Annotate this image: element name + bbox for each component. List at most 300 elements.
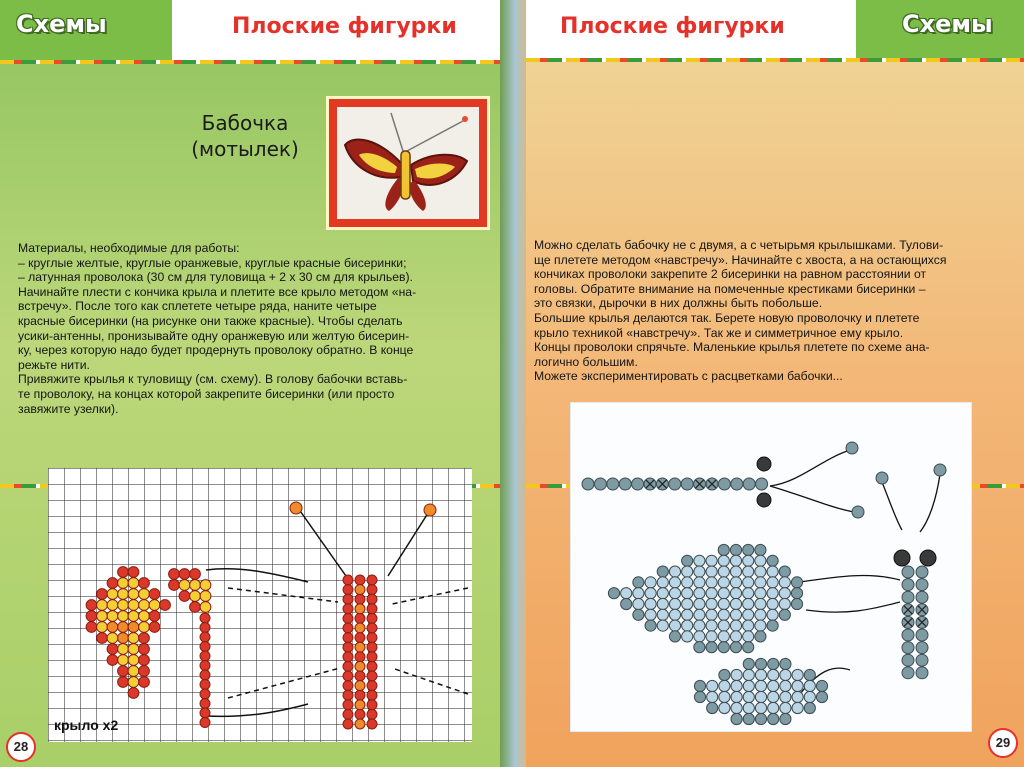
bead bbox=[367, 719, 377, 729]
bead bbox=[139, 611, 150, 622]
bead bbox=[743, 598, 754, 609]
bead bbox=[149, 600, 160, 611]
bead bbox=[343, 613, 353, 623]
bead bbox=[792, 691, 803, 702]
bead bbox=[779, 598, 790, 609]
bead bbox=[694, 620, 705, 631]
bead bbox=[343, 681, 353, 691]
bead bbox=[594, 478, 606, 490]
bead bbox=[355, 661, 365, 671]
bead bbox=[730, 609, 741, 620]
bead bbox=[755, 555, 766, 566]
text-line: Концы проволоки спрячьте. Маленькие крылья плетете по схеме ана- bbox=[534, 340, 930, 355]
bead bbox=[730, 544, 741, 555]
bead bbox=[190, 580, 201, 591]
bead bbox=[139, 622, 150, 633]
bead bbox=[139, 677, 150, 688]
bead bbox=[755, 691, 766, 702]
bead bbox=[916, 566, 928, 578]
bead bbox=[694, 555, 705, 566]
text-line: ще плетете методом «навстречу». Начинайте с хвоста, а на остающихся bbox=[534, 252, 947, 267]
bead bbox=[682, 631, 693, 642]
bead bbox=[367, 652, 377, 662]
bead bbox=[367, 690, 377, 700]
bead bbox=[779, 577, 790, 588]
title-line-2: (мотылек) bbox=[191, 137, 299, 161]
bead bbox=[706, 598, 717, 609]
bead bbox=[894, 550, 910, 566]
bead bbox=[160, 600, 171, 611]
bead bbox=[755, 631, 766, 642]
bead bbox=[743, 544, 754, 555]
bead bbox=[779, 609, 790, 620]
bead bbox=[139, 600, 150, 611]
bead bbox=[621, 598, 632, 609]
bead bbox=[780, 669, 791, 680]
bead bbox=[139, 655, 150, 666]
bead bbox=[743, 691, 754, 702]
bead bbox=[804, 680, 815, 691]
bead bbox=[718, 598, 729, 609]
bead bbox=[706, 555, 717, 566]
bead bbox=[743, 702, 754, 713]
bead bbox=[367, 604, 377, 614]
bead bbox=[767, 555, 778, 566]
bead bbox=[755, 669, 766, 680]
bead bbox=[718, 620, 729, 631]
bead bbox=[682, 588, 693, 599]
bead bbox=[779, 588, 790, 599]
bead bbox=[343, 661, 353, 671]
bead bbox=[767, 577, 778, 588]
bead bbox=[343, 700, 353, 710]
bead bbox=[730, 598, 741, 609]
bead bbox=[139, 578, 150, 589]
bead bbox=[355, 585, 365, 595]
bead bbox=[757, 457, 771, 471]
bead bbox=[718, 642, 729, 653]
bead bbox=[682, 598, 693, 609]
bead bbox=[355, 719, 365, 729]
bead bbox=[343, 633, 353, 643]
bead bbox=[730, 631, 741, 642]
bead bbox=[743, 642, 754, 653]
bead bbox=[367, 594, 377, 604]
bead bbox=[118, 589, 129, 600]
bead bbox=[780, 680, 791, 691]
bead bbox=[355, 700, 365, 710]
bead bbox=[743, 658, 754, 669]
bead bbox=[343, 709, 353, 719]
bead bbox=[876, 472, 888, 484]
text-line: Начинайте плести с кончика крыла и плетите все крыло методом «на- bbox=[18, 284, 417, 299]
bead bbox=[200, 670, 210, 680]
bead bbox=[718, 544, 729, 555]
bead bbox=[902, 591, 914, 603]
bead bbox=[706, 642, 717, 653]
bead bbox=[190, 602, 201, 613]
bead bbox=[657, 598, 668, 609]
bead bbox=[343, 575, 353, 585]
bead bbox=[355, 604, 365, 614]
bead bbox=[128, 633, 139, 644]
bead bbox=[657, 588, 668, 599]
bead bbox=[669, 588, 680, 599]
bead bbox=[128, 666, 139, 677]
bead bbox=[730, 588, 741, 599]
bead bbox=[816, 680, 827, 691]
bead bbox=[902, 629, 914, 641]
bead bbox=[767, 588, 778, 599]
bead bbox=[731, 691, 742, 702]
bead bbox=[128, 644, 139, 655]
bead bbox=[755, 577, 766, 588]
bead bbox=[916, 591, 928, 603]
bead bbox=[355, 681, 365, 691]
bead bbox=[200, 680, 210, 690]
bead bbox=[816, 691, 827, 702]
bead bbox=[179, 591, 190, 602]
page-heading: Плоские фигурки bbox=[560, 14, 785, 39]
header-divider bbox=[0, 60, 512, 64]
bead bbox=[200, 642, 210, 652]
bead bbox=[118, 677, 129, 688]
bead bbox=[743, 566, 754, 577]
wing-pattern-diagram bbox=[48, 468, 472, 742]
page-heading: Плоские фигурки bbox=[232, 14, 457, 39]
bead bbox=[128, 578, 139, 589]
bead bbox=[934, 464, 946, 476]
bead bbox=[731, 478, 743, 490]
bead bbox=[657, 566, 668, 577]
bead bbox=[355, 613, 365, 623]
text-line: Большие крылья делаются так. Берете новую проволочку и плетете bbox=[534, 310, 920, 325]
bead bbox=[107, 589, 118, 600]
bead bbox=[179, 569, 190, 580]
bead bbox=[118, 644, 129, 655]
bead bbox=[355, 633, 365, 643]
bead bbox=[743, 680, 754, 691]
bead bbox=[707, 702, 718, 713]
bead bbox=[633, 588, 644, 599]
text-line: завяжите узелки). bbox=[18, 401, 119, 416]
bead bbox=[755, 713, 766, 724]
bead bbox=[367, 671, 377, 681]
bead bbox=[190, 591, 201, 602]
bead bbox=[718, 566, 729, 577]
bead bbox=[290, 502, 302, 514]
bead bbox=[682, 566, 693, 577]
bead bbox=[730, 566, 741, 577]
bead bbox=[804, 691, 815, 702]
bead bbox=[97, 589, 108, 600]
bead bbox=[118, 666, 129, 677]
bead bbox=[97, 633, 108, 644]
bead bbox=[767, 609, 778, 620]
diagram-label: крыло х2 bbox=[54, 717, 119, 733]
bead bbox=[190, 569, 201, 580]
bead bbox=[694, 566, 705, 577]
bead bbox=[200, 602, 211, 613]
bead bbox=[128, 655, 139, 666]
bead bbox=[846, 442, 858, 454]
bead bbox=[118, 633, 129, 644]
bead bbox=[107, 633, 118, 644]
bead bbox=[916, 667, 928, 679]
bead bbox=[694, 680, 705, 691]
bead bbox=[706, 566, 717, 577]
bead bbox=[633, 577, 644, 588]
bead bbox=[128, 622, 139, 633]
bead bbox=[768, 680, 779, 691]
bead bbox=[767, 566, 778, 577]
bead bbox=[706, 577, 717, 588]
bead bbox=[608, 588, 619, 599]
bead bbox=[86, 611, 97, 622]
bead bbox=[694, 631, 705, 642]
bead bbox=[200, 689, 210, 699]
text-line: – круглые желтые, круглые оранжевые, круглые красные бисеринки; bbox=[18, 255, 407, 270]
bead bbox=[755, 702, 766, 713]
bead bbox=[343, 642, 353, 652]
bead bbox=[682, 609, 693, 620]
bead bbox=[367, 661, 377, 671]
bead bbox=[139, 666, 150, 677]
bead bbox=[902, 579, 914, 591]
bead bbox=[768, 669, 779, 680]
bead bbox=[343, 594, 353, 604]
bead bbox=[107, 655, 118, 666]
bead bbox=[86, 600, 97, 611]
text-line: встречу». После того как сплетете четыре ряда, наните четыре bbox=[18, 299, 377, 314]
bead bbox=[355, 594, 365, 604]
right-page bbox=[526, 0, 1024, 767]
bead bbox=[916, 642, 928, 654]
bead bbox=[343, 585, 353, 595]
bead bbox=[367, 585, 377, 595]
bead bbox=[743, 577, 754, 588]
bead bbox=[107, 611, 118, 622]
text-line: кончиках проволоки закрепите 2 бисеринки на равном расстоянии от bbox=[534, 267, 927, 282]
bead bbox=[367, 681, 377, 691]
bead bbox=[355, 642, 365, 652]
bead bbox=[200, 661, 210, 671]
bead bbox=[920, 550, 936, 566]
bead bbox=[852, 506, 864, 518]
bead bbox=[730, 577, 741, 588]
bead bbox=[86, 622, 97, 633]
bead bbox=[149, 622, 160, 633]
bead bbox=[902, 566, 914, 578]
bead bbox=[755, 566, 766, 577]
bead bbox=[743, 713, 754, 724]
bead bbox=[367, 575, 377, 585]
bead bbox=[200, 718, 210, 728]
bead bbox=[731, 680, 742, 691]
bead bbox=[128, 677, 139, 688]
bead bbox=[118, 655, 129, 666]
bead bbox=[791, 588, 802, 599]
bead bbox=[669, 620, 680, 631]
bead bbox=[200, 623, 210, 633]
bead bbox=[780, 658, 791, 669]
bead bbox=[669, 631, 680, 642]
bead bbox=[731, 702, 742, 713]
bead bbox=[719, 680, 730, 691]
section-label: Схемы bbox=[902, 10, 993, 38]
bead bbox=[768, 658, 779, 669]
bead bbox=[139, 644, 150, 655]
text-line: это связки, дырочки в них должны быть побольше. bbox=[534, 296, 823, 311]
bead bbox=[718, 631, 729, 642]
bead bbox=[767, 620, 778, 631]
bead bbox=[718, 609, 729, 620]
bead bbox=[621, 588, 632, 599]
project-title bbox=[170, 110, 320, 162]
bead bbox=[200, 613, 210, 623]
bead bbox=[694, 609, 705, 620]
bead bbox=[128, 688, 139, 699]
bead bbox=[779, 566, 790, 577]
bead bbox=[355, 671, 365, 681]
bead bbox=[343, 690, 353, 700]
bead bbox=[916, 579, 928, 591]
bead bbox=[719, 669, 730, 680]
bead bbox=[128, 567, 139, 578]
bead bbox=[707, 680, 718, 691]
bead bbox=[730, 555, 741, 566]
bead bbox=[97, 600, 108, 611]
bead bbox=[343, 604, 353, 614]
bead bbox=[682, 577, 693, 588]
bead bbox=[804, 669, 815, 680]
bead bbox=[657, 609, 668, 620]
bead bbox=[169, 569, 180, 580]
bead bbox=[669, 598, 680, 609]
bead bbox=[107, 644, 118, 655]
text-line: те проволоку, на концах которой закрепите бисеринки (или просто bbox=[18, 386, 395, 401]
bead bbox=[743, 555, 754, 566]
bead bbox=[607, 478, 619, 490]
bead bbox=[355, 623, 365, 633]
bead bbox=[682, 555, 693, 566]
bead bbox=[669, 609, 680, 620]
bead bbox=[757, 493, 771, 507]
bead bbox=[200, 708, 210, 718]
bead bbox=[902, 667, 914, 679]
bead bbox=[645, 588, 656, 599]
bead bbox=[367, 642, 377, 652]
text-line: красные бисеринки (на рисунке они также красные). Чтобы сделать bbox=[18, 313, 403, 328]
bead bbox=[743, 588, 754, 599]
bead bbox=[343, 652, 353, 662]
bead bbox=[367, 709, 377, 719]
bead bbox=[619, 478, 631, 490]
bead bbox=[743, 609, 754, 620]
section-label: Схемы bbox=[16, 10, 107, 38]
bead bbox=[730, 642, 741, 653]
header-divider bbox=[526, 58, 1024, 62]
bead bbox=[718, 577, 729, 588]
bead bbox=[719, 691, 730, 702]
bead bbox=[355, 709, 365, 719]
bead bbox=[694, 691, 705, 702]
bead bbox=[139, 633, 150, 644]
bead bbox=[669, 577, 680, 588]
bead bbox=[694, 577, 705, 588]
bead bbox=[718, 555, 729, 566]
bead bbox=[343, 719, 353, 729]
bead bbox=[200, 699, 210, 709]
bead bbox=[633, 609, 644, 620]
bead bbox=[200, 632, 210, 642]
bead bbox=[107, 578, 118, 589]
bead bbox=[200, 580, 211, 591]
bead bbox=[767, 598, 778, 609]
bead bbox=[706, 631, 717, 642]
bead bbox=[780, 713, 791, 724]
bead bbox=[780, 702, 791, 713]
bead bbox=[149, 611, 160, 622]
text-line: ку, через которую надо будет продернуть проволоку обратно. В конце bbox=[18, 343, 414, 358]
bead bbox=[149, 589, 160, 600]
bead bbox=[694, 642, 705, 653]
bead bbox=[107, 622, 118, 633]
bead bbox=[669, 566, 680, 577]
bead bbox=[755, 609, 766, 620]
text-line: головы. Обратите внимание на помеченные крестиками бисеринки – bbox=[534, 281, 926, 296]
instructions-text bbox=[534, 238, 1006, 384]
bead bbox=[367, 613, 377, 623]
text-line: Можно сделать бабочку не с двумя, а с четырьмя крылышками. Тулови- bbox=[534, 238, 944, 252]
bead bbox=[791, 577, 802, 588]
bead bbox=[707, 691, 718, 702]
bead bbox=[718, 588, 729, 599]
bead bbox=[582, 478, 594, 490]
bead bbox=[902, 642, 914, 654]
bead bbox=[768, 702, 779, 713]
text-line: – латунная проволока (30 см для туловища + 2 х 30 см для крыльев). bbox=[18, 270, 413, 285]
page-number: 28 bbox=[6, 732, 36, 762]
bead bbox=[355, 652, 365, 662]
text-line: Привяжите крылья к туловищу (см. схему). В голову бабочки вставь- bbox=[18, 372, 408, 387]
text-line: режьте нити. bbox=[18, 357, 90, 372]
bead bbox=[755, 620, 766, 631]
bead bbox=[916, 629, 928, 641]
bead bbox=[755, 658, 766, 669]
bead bbox=[657, 620, 668, 631]
text-line: логично большим. bbox=[534, 354, 638, 369]
bead bbox=[731, 713, 742, 724]
bead bbox=[179, 580, 190, 591]
bead bbox=[756, 478, 768, 490]
bead bbox=[792, 680, 803, 691]
butterfly-photo-icon bbox=[337, 107, 479, 219]
bead bbox=[118, 622, 129, 633]
bead bbox=[743, 620, 754, 631]
bead bbox=[669, 478, 681, 490]
bead bbox=[200, 651, 210, 661]
bead bbox=[633, 598, 644, 609]
bead bbox=[97, 611, 108, 622]
bead bbox=[718, 478, 730, 490]
materials-text bbox=[18, 241, 496, 416]
bead bbox=[645, 577, 656, 588]
bead bbox=[118, 567, 129, 578]
text-line: Материалы, необходимые для работы: bbox=[18, 241, 240, 255]
bead bbox=[367, 700, 377, 710]
bead bbox=[118, 611, 129, 622]
